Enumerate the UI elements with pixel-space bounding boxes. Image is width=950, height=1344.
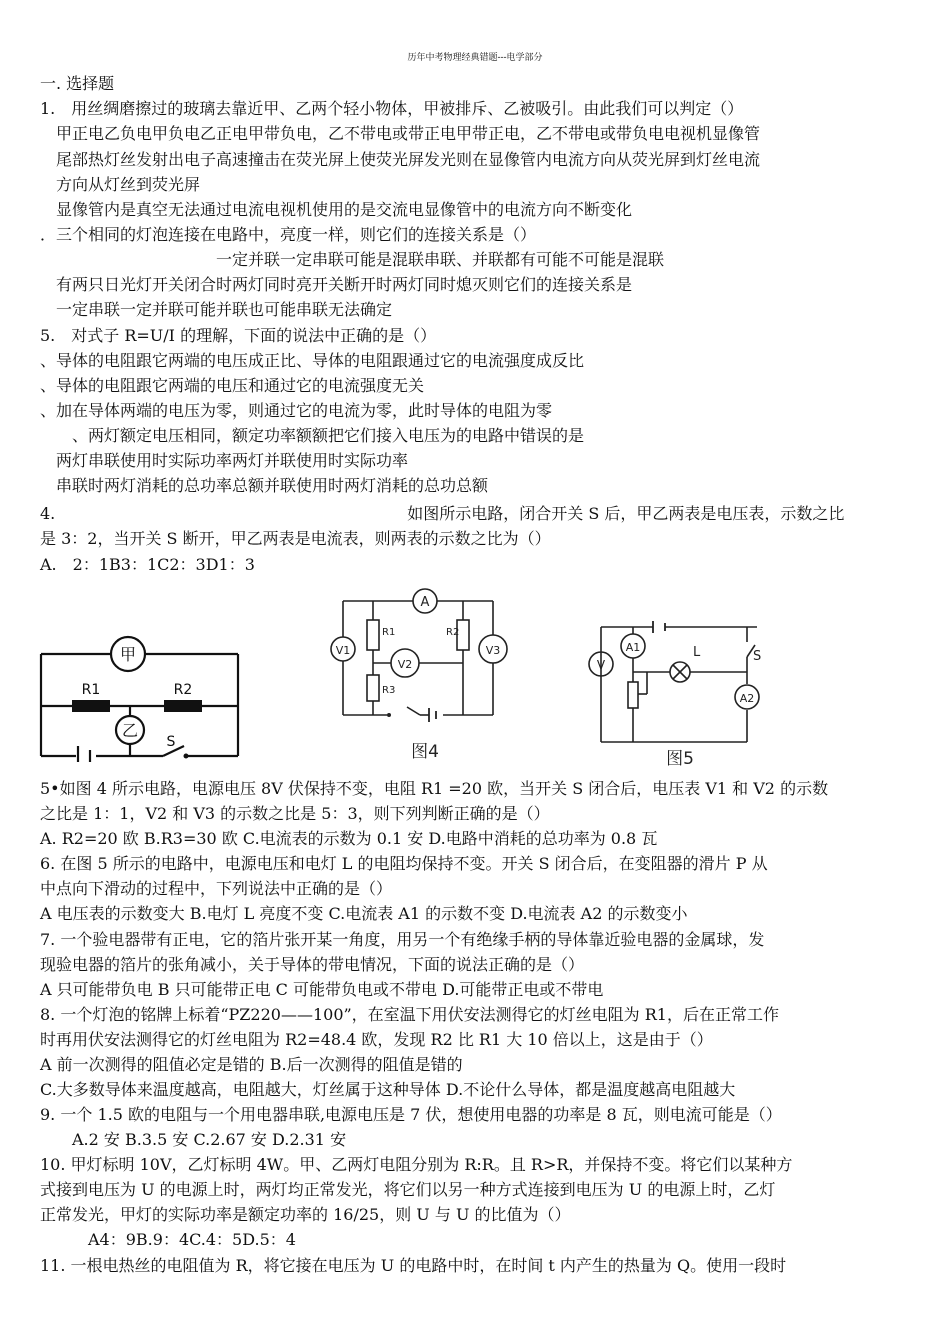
text-line: 方向从灯丝到荧光屏 bbox=[40, 175, 201, 194]
text-line: A. 2：1B3：1C2：3D1：3 bbox=[40, 555, 255, 574]
text-line: 、导体的电阻跟它两端的电压和通过它的电流强度无关 bbox=[40, 376, 425, 395]
meter-yi-label: 乙 bbox=[121, 721, 139, 740]
text-line: A4：9B.9：4C.4：5D.5：4 bbox=[40, 1230, 296, 1249]
r1-label: R1 bbox=[81, 682, 101, 698]
r2-label: R2 bbox=[173, 682, 193, 698]
circuit-figure-2 bbox=[325, 585, 510, 770]
text-line: 、导体的电阻跟它两端的电压成正比、导体的电阻跟通过它的电流强度成反比 bbox=[40, 351, 585, 370]
r3-label: R3 bbox=[382, 685, 396, 696]
text-line: C.大多数导体来温度越高，电阻越大，灯丝属于这种导体 D.不论什么导体，都是温度越高电阻越大 bbox=[40, 1080, 736, 1099]
ammeter-a-label: A bbox=[420, 595, 430, 610]
r1-label: R1 bbox=[382, 627, 396, 638]
text-line: 之比是 1：1，V2 和 V3 的示数之比是 5：3，则下列判断正确的是（） bbox=[40, 804, 550, 823]
text-line: 两灯串联使用时实际功率两灯并联使用时实际功率 bbox=[40, 451, 409, 470]
voltmeter-v3-label: V3 bbox=[485, 644, 501, 657]
r2-label: R2 bbox=[446, 627, 460, 638]
ammeter-a2-label: A2 bbox=[739, 692, 755, 705]
text-line: 尾部热灯丝发射出电子高速撞击在荧光屏上使荧光屏发光则在显像管内电流方向从荧光屏到灯丝电流 bbox=[40, 150, 761, 169]
text-line: 是 3：2，当开关 S 断开，甲乙两表是电流表，则两表的示数之比为（） bbox=[40, 529, 551, 548]
text-line: 11. 一根电热丝的电阻值为 R，将它接在电压为 U 的电路中时，在时间 t 内产生的热量为 Q。使用一段时 bbox=[40, 1256, 787, 1275]
text-line: 甲正电乙负电甲负电乙正电甲带负电，乙不带电或带正电甲带正电，乙不带电或带负电电视机显像管 bbox=[40, 124, 761, 143]
figure-4-caption: 图4 bbox=[411, 742, 439, 762]
text-line: 7. 一个验电器带有正电，它的箔片张开某一角度，用另一个有绝缘手柄的导体靠近验电器的金属球，发 bbox=[40, 930, 765, 949]
voltmeter-v-label: V bbox=[596, 658, 606, 672]
text-line: ．三个相同的灯泡连接在电路中，亮度一样，则它们的连接关系是（） bbox=[40, 225, 537, 244]
meter-jia-label: 甲 bbox=[119, 645, 137, 664]
circuit-figure-3 bbox=[585, 612, 765, 772]
text-line: 中点向下滑动的过程中，下列说法中正确的是（） bbox=[40, 879, 393, 898]
switch-label: S bbox=[753, 649, 762, 664]
voltmeter-v2-label: V2 bbox=[397, 658, 413, 671]
text-line: 式接到电压为 U 的电源上时，两灯均正常发光，将它们以另一种方式连接到电压为 U 的电源上时，乙灯 bbox=[40, 1180, 776, 1199]
text-line: A. R2=20 欧 B.R3=30 欧 C.电流表的示数为 0.1 安 D.电路中消耗的总功率为 0.8 瓦 bbox=[40, 829, 658, 848]
text-line: 一定并联一定串联可能是混联串联、并联都有可能不可能是混联 bbox=[40, 250, 665, 269]
text-line: 、两灯额定电压相同，额定功率额额把它们接入电压为的电路中错误的是 bbox=[40, 426, 585, 445]
text-line: 1. 用丝绸磨擦过的玻璃去靠近甲、乙两个轻小物体，甲被排斥、乙被吸引。由此我们可以判定（） bbox=[40, 99, 744, 118]
text-line: 6. 在图 5 所示的电路中，电源电压和电灯 L 的电阻均保持不变。开关 S 闭合后，在变阻器的滑片 P 从 bbox=[40, 854, 768, 873]
text-line: 显像管内是真空无法通过电流电视机使用的是交流电显像管中的电流方向不断变化 bbox=[40, 200, 633, 219]
text-line: 时再用伏安法测得它的灯丝电阻为 R2=48.4 欧，发现 R2 比 R1 大 10 倍以上，这是由于（） bbox=[40, 1030, 713, 1049]
text-line: A 前一次测得的阻值必定是错的 B.后一次测得的阻值是错的 bbox=[40, 1055, 463, 1074]
lamp-label: L bbox=[693, 645, 701, 660]
text-line: 5. 对式子 R=U/I 的理解，下面的说法中正确的是（） bbox=[40, 326, 437, 345]
circuit-figure-1 bbox=[38, 630, 243, 762]
section-heading: 一. 选择题 bbox=[40, 74, 115, 93]
figure-5-caption: 图5 bbox=[666, 749, 694, 769]
text-line: A 只可能带负电 B 只可能带正电 C 可能带负电或不带电 D.可能带正电或不带电 bbox=[40, 980, 604, 999]
text-line: 、加在导体两端的电压为零，则通过它的电流为零，此时导体的电阻为零 bbox=[40, 401, 553, 420]
text-line: 串联时两灯消耗的总功率总额并联使用时两灯消耗的总功总额 bbox=[40, 476, 489, 495]
text-line: 一定串联一定并联可能并联也可能串联无法确定 bbox=[40, 300, 393, 319]
ammeter-a1-label: A1 bbox=[625, 641, 641, 654]
text-line: 8. 一个灯泡的铭牌上标着“PZ220——100”，在室温下用伏安法测得它的灯丝电阻为 R1，后在正常工作 bbox=[40, 1005, 779, 1024]
text-line: 4. 如图所示电路，闭合开关 S 后，甲乙两表是电压表，示数之比 bbox=[40, 504, 845, 523]
voltmeter-v1-label: V1 bbox=[335, 644, 351, 657]
text-line: 9. 一个 1.5 欧的电阻与一个用电器串联,电源电压是 7 伏，想使用电器的功率是 8 瓦，则电流可能是（） bbox=[40, 1105, 782, 1124]
text-line: 有两只日光灯开关闭合时两灯同时亮开关断开时两灯同时熄灭则它们的连接关系是 bbox=[40, 275, 633, 294]
text-line: 5•如图 4 所示电路，电源电压 8V 伏保持不变，电阻 R1 =20 欧，当开关 S 闭合后，电压表 V1 和 V2 的示数 bbox=[40, 779, 829, 798]
text-line: 正常发光，甲灯的实际功率是额定功率的 16/25，则 U 与 U 的比值为（） bbox=[40, 1205, 571, 1224]
switch-label: S bbox=[166, 734, 176, 750]
page-title: 历年中考物理经典错题---电学部分 bbox=[407, 53, 543, 63]
text-line: A.2 安 B.3.5 安 C.2.67 安 D.2.31 安 bbox=[40, 1130, 347, 1149]
text-line: 10. 甲灯标明 10V，乙灯标明 4W。甲、乙两灯电阻分别为 R:R。且 R>R，并保持不变。将它们以某种方 bbox=[40, 1155, 793, 1174]
text-line: A 电压表的示数变大 B.电灯 L 亮度不变 C.电流表 A1 的示数不变 D.电流表 A2 的示数变小 bbox=[40, 904, 688, 923]
text-line: 现验电器的箔片的张角减小，关于导体的带电情况，下面的说法正确的是（） bbox=[40, 955, 585, 974]
